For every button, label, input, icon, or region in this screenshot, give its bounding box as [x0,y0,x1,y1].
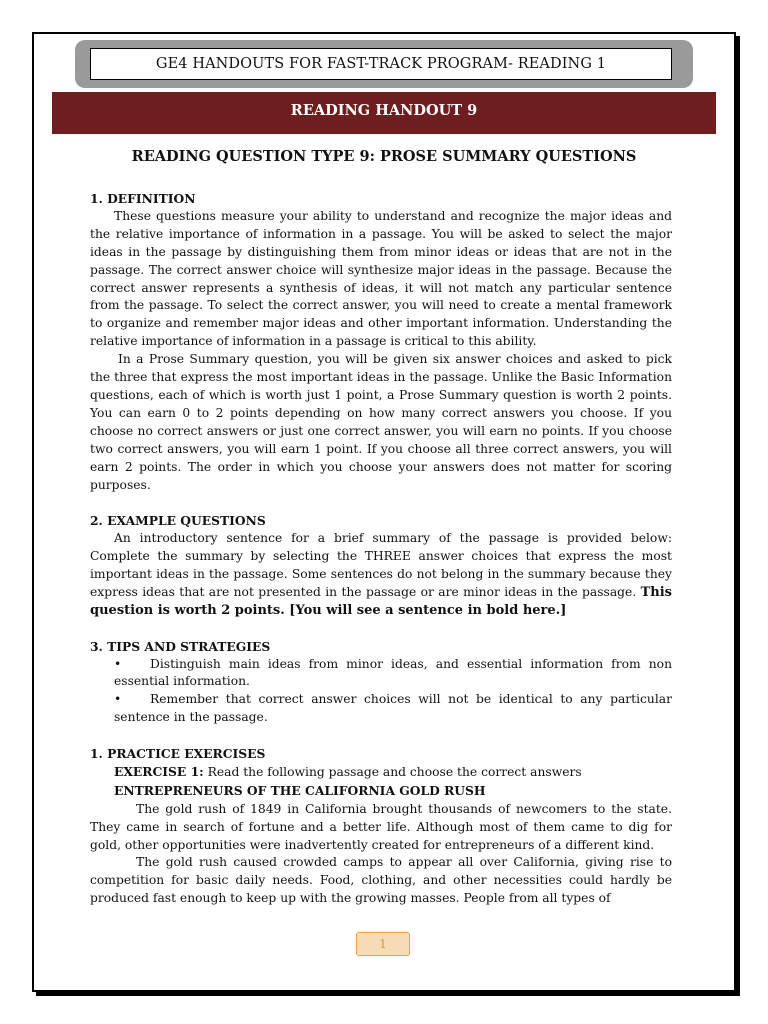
tips-heading: 3. TIPS AND STRATEGIES [90,638,271,654]
exercise-label: EXERCISE 1: [114,763,204,779]
content-body [90,190,672,908]
passage-title-text: ENTREPRENEURS OF THE CALIFORNIA GOLD RUSH [114,782,486,798]
title-band: READING HANDOUT 9 [52,92,716,134]
examples-paragraph [90,530,672,620]
tip-text: Remember that correct answer choices will not be identical to any particular sentence in the passage. [114,692,672,725]
tip-text: Distinguish main ideas from minor ideas, and essential information from non essential information. [114,656,672,689]
bullet-icon: • [114,692,122,707]
passage-paragraph-1: The gold rush of 1849 in California brought thousands of newcomers to the state. They came in search of fortune and a better life. Although most of them came to dig for gold, other opportunities were inadvertently created for entrepreneurs of a different kind. [90,801,672,852]
definition-heading: 1. DEFINITION [90,191,196,206]
passage-title [90,782,672,801]
practice-heading: 1. PRACTICE EXERCISES [90,746,266,762]
definition-paragraph-1: These questions measure your ability to understand and recognize the major ideas and the relative importance of information in a passage. You will be asked to select the major ideas in the passage by distinguishing them from minor ideas or ideas that are not in the passage. The correct answer choice will synthesize major ideas in the passage. Because the correct answer represents a synthesis of ideas, it will not match any particular sentence from the passage. To select the correct answer, you will need to create a mental framework to organize and remember major ideas and other important information. Understanding the relative importance of information in a passage is critical to this ability. [90,208,672,349]
examples-heading: 2. EXAMPLE QUESTIONS [90,513,266,529]
tip-item [90,656,672,692]
page-number: 1 [356,932,410,956]
exercise-instruction: Read the following passage and choose the correct answers [203,764,582,779]
bullet-icon: • [114,656,122,671]
passage-paragraph-2: The gold rush caused crowded camps to appear all over California, giving rise to competition for basic daily needs. Food, clothing, and other necessities could hardly be produced fast enough to keep up with the growing masses. People from all types of [90,855,672,906]
exercise-line [90,763,672,782]
definition-paragraph-2: In a Prose Summary question, you will be given six answer choices and asked to pick the three that express the most important ideas in the passage. Unlike the Basic Information questions, each of which is worth just 1 point, a Prose Summary question is worth 2 points. You can earn 0 to 2 points depending on how many correct answers you choose. If you choose no correct answers or just one correct answer, you will earn no points. If you choose two correct answers, you will earn 1 point. If you choose all three correct answers, you will earn 2 points. The order in which you choose your answers does not matter for scoring purposes. [90,352,672,492]
header-title: GE4 HANDOUTS FOR FAST-TRACK PROGRAM- READING 1 [90,48,672,80]
tip-item [90,691,672,727]
examples-bold-sentence: This question is worth 2 points. [You will see a sentence in bold here.] [90,584,672,618]
examples-text: An introductory sentence for a brief summary of the passage is provided below: Complete the summary by selecting the THREE answer choices that express the most important ideas in the passage. Some sentences do not belong in the summary because they express ideas that are not presented in the passage or are minor ideas in the passage. [90,531,672,599]
page-heading: READING QUESTION TYPE 9: PROSE SUMMARY QUESTIONS [131,148,637,165]
